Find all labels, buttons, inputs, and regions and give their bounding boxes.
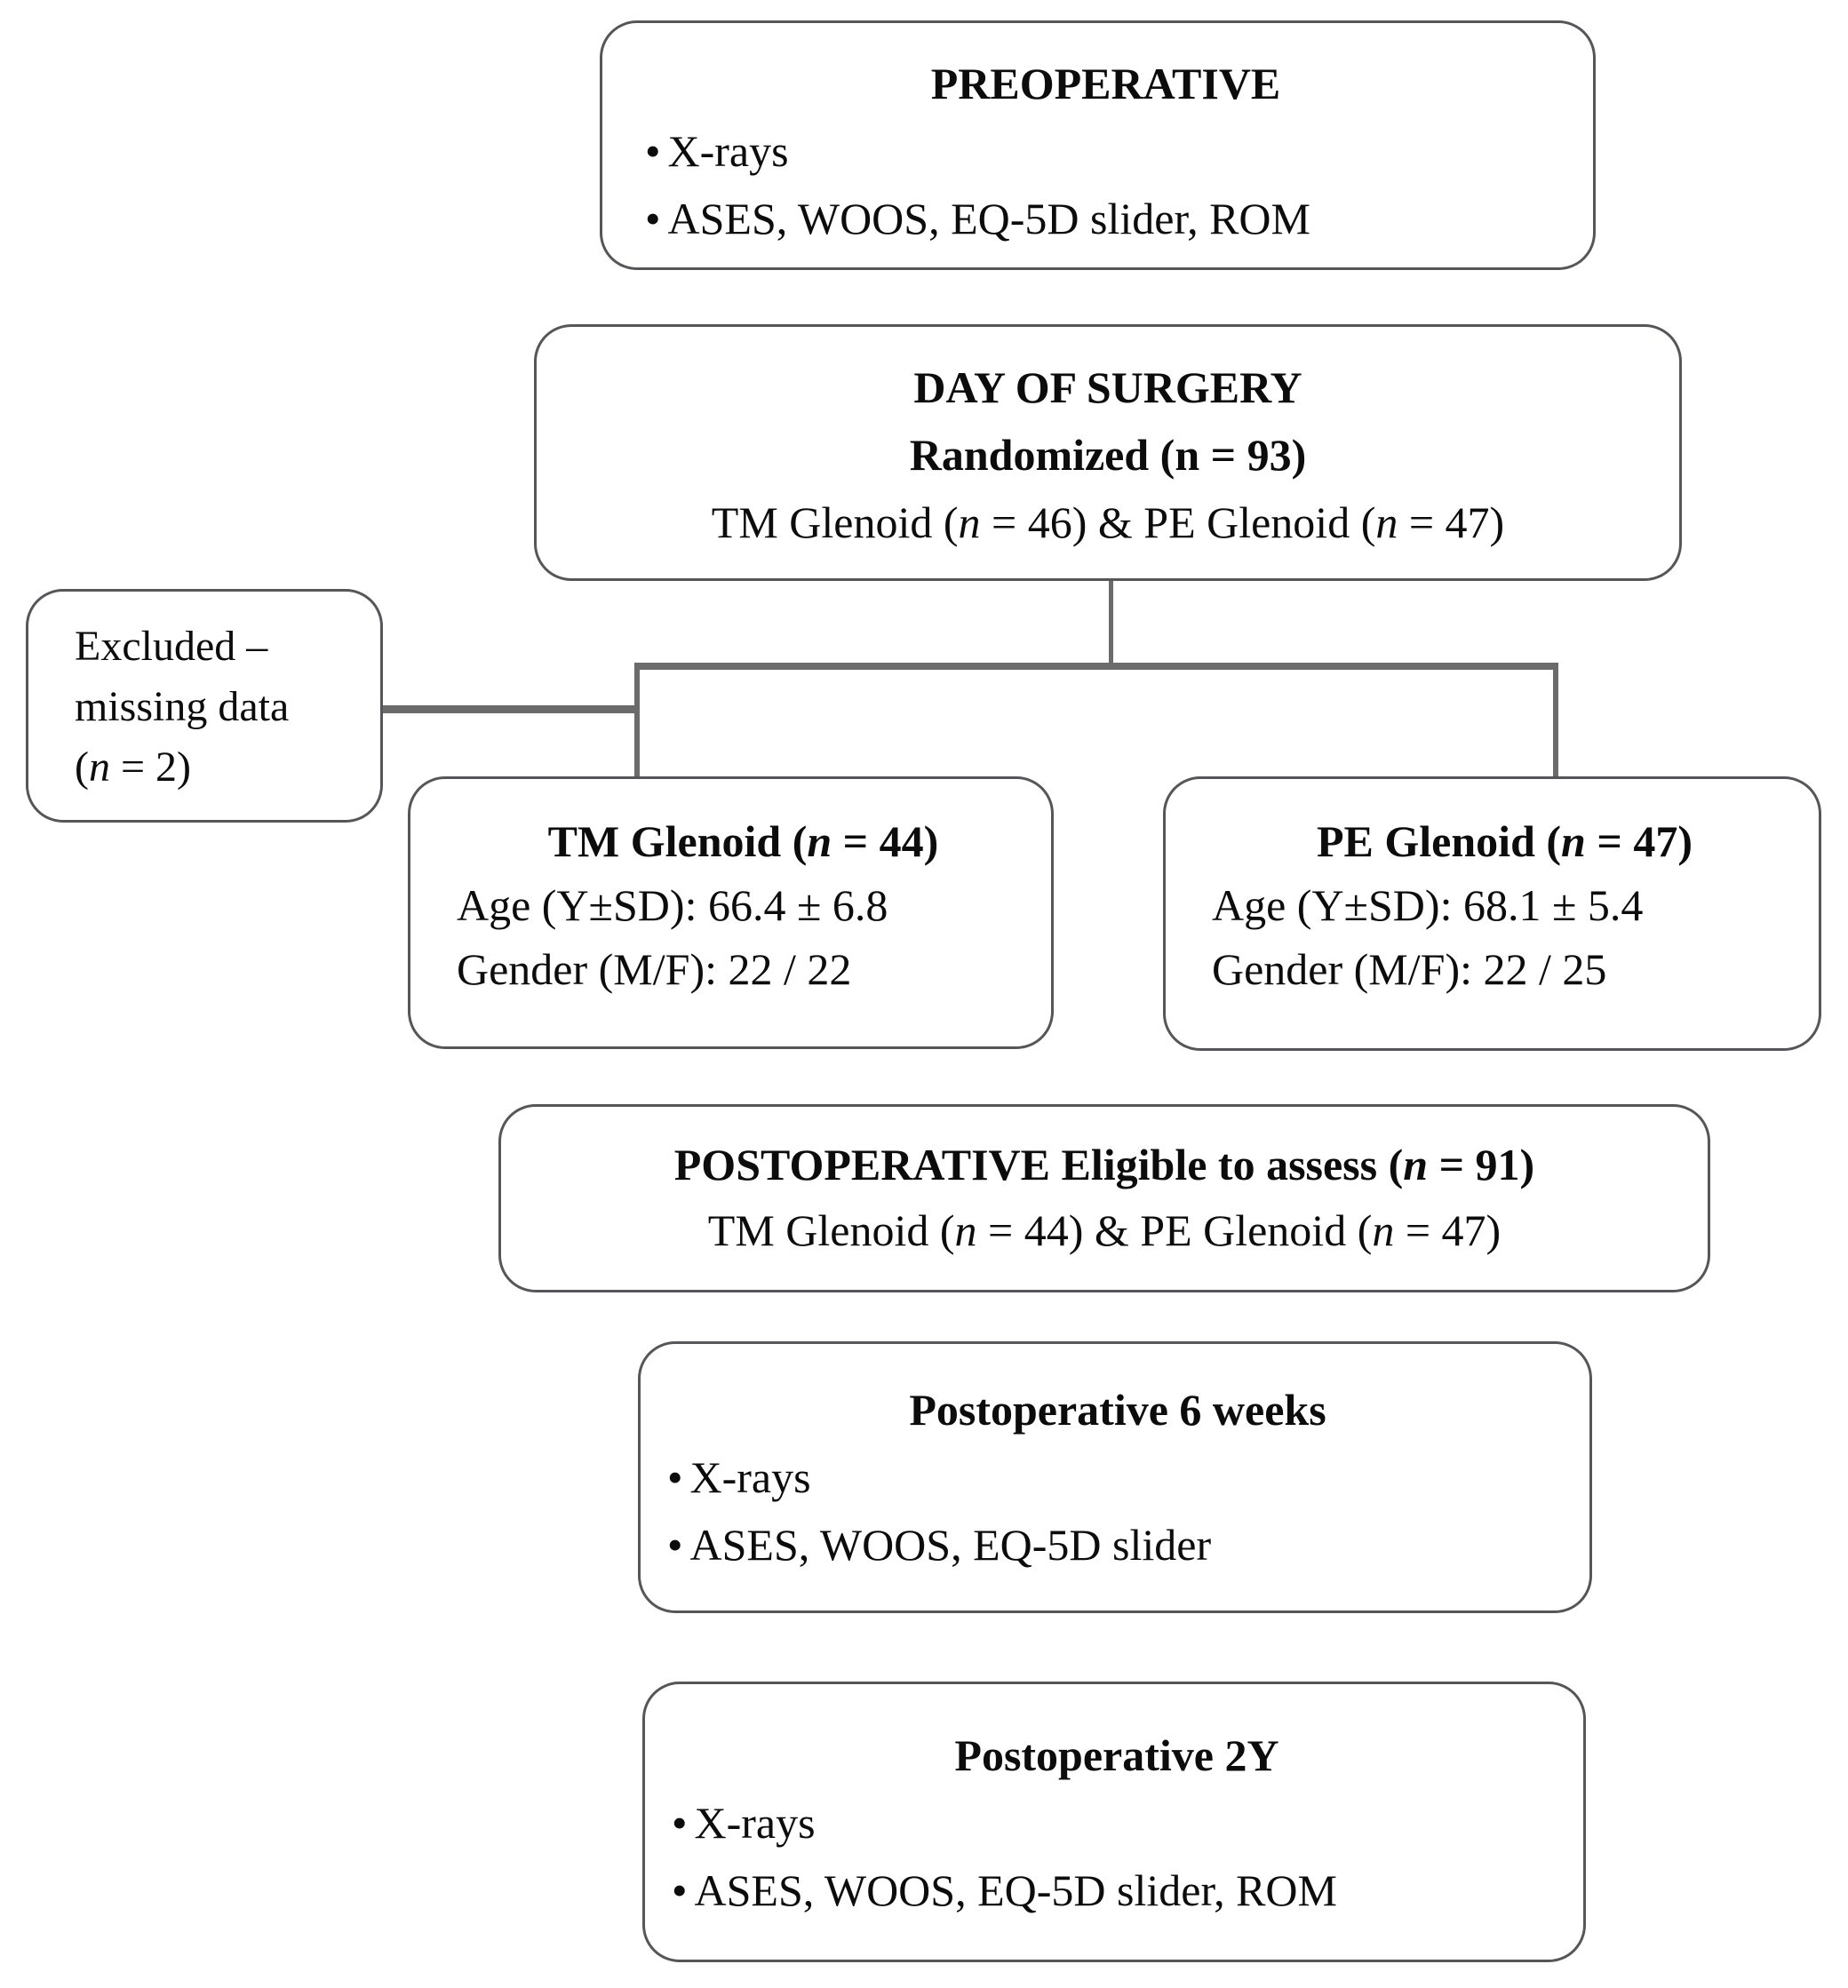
tm-glenoid-title: TM Glenoid (n = 44) — [547, 816, 939, 866]
pe-glenoid-gender: Gender (M/F): 22 / 25 — [1212, 944, 1607, 994]
surgery-title: DAY OF SURGERY — [913, 362, 1302, 412]
pe-glenoid-title: PE Glenoid (n = 47) — [1317, 816, 1693, 866]
postop-2y-bullet-xrays — [672, 1789, 1562, 1857]
bullet-icon: • — [672, 1865, 688, 1915]
postoperative-title: POSTOPERATIVE Eligible to assess (n = 91) — [673, 1140, 1535, 1189]
postop-2y-bullet-xrays-label: X-rays — [694, 1798, 816, 1848]
surgery-groups: TM Glenoid (n = 46) & PE Glenoid (n = 47) — [711, 497, 1505, 547]
postop-6-weeks-title: Postoperative 6 weeks — [909, 1385, 1326, 1435]
connector-split-bar — [634, 663, 1558, 670]
preoperative-bullet-xrays — [645, 117, 1566, 185]
bullet-icon: • — [667, 1520, 683, 1570]
postoperative-box — [498, 1104, 1710, 1292]
bullet-icon: • — [667, 1452, 683, 1502]
excluded-box — [26, 589, 383, 823]
postop-6-weeks-bullet-scores-label: ASES, WOOS, EQ-5D slider — [689, 1520, 1212, 1570]
tm-glenoid-box — [408, 776, 1054, 1049]
bullet-icon: • — [672, 1798, 688, 1848]
postop-2y-bullet-scores — [672, 1857, 1562, 1924]
connector-drop-tm — [634, 663, 640, 780]
postop-6-weeks-bullet-xrays — [667, 1443, 1568, 1511]
excluded-line1: Excluded – — [75, 623, 268, 670]
tm-glenoid-age: Age (Y±SD): 66.4 ± 6.8 — [457, 880, 888, 930]
connector-excluded — [380, 705, 640, 713]
postoperative-groups: TM Glenoid (n = 44) & PE Glenoid (n = 47) — [707, 1205, 1502, 1255]
postop-2y-bullet-scores-label: ASES, WOOS, EQ-5D slider, ROM — [694, 1865, 1338, 1915]
day-of-surgery-box — [534, 324, 1682, 581]
bullet-icon: • — [645, 194, 661, 243]
preoperative-box — [600, 20, 1596, 270]
postop-2y-title: Postoperative 2Y — [954, 1730, 1279, 1780]
postop-6-weeks-box — [638, 1341, 1592, 1613]
excluded-line2: missing data — [75, 683, 290, 730]
pe-glenoid-age: Age (Y±SD): 68.1 ± 5.4 — [1212, 880, 1644, 930]
preoperative-bullet-scores-label: ASES, WOOS, EQ-5D slider, ROM — [667, 194, 1311, 243]
pe-glenoid-box — [1163, 776, 1821, 1051]
preoperative-bullet-xrays-label: X-rays — [667, 126, 789, 176]
connector-surgery-down — [1109, 578, 1113, 668]
preoperative-title: PREOPERATIVE — [930, 59, 1281, 108]
preoperative-bullet-scores — [645, 185, 1566, 252]
excluded-line3: (n = 2) — [75, 744, 192, 791]
tm-glenoid-gender: Gender (M/F): 22 / 22 — [457, 944, 852, 994]
postop-6-weeks-bullet-scores — [667, 1511, 1568, 1578]
postop-2y-box — [642, 1682, 1586, 1962]
connector-drop-pe — [1553, 663, 1558, 780]
bullet-icon: • — [645, 126, 661, 176]
postop-6-weeks-bullet-xrays-label: X-rays — [689, 1452, 811, 1502]
surgery-randomized: Randomized (n = 93) — [909, 430, 1307, 480]
